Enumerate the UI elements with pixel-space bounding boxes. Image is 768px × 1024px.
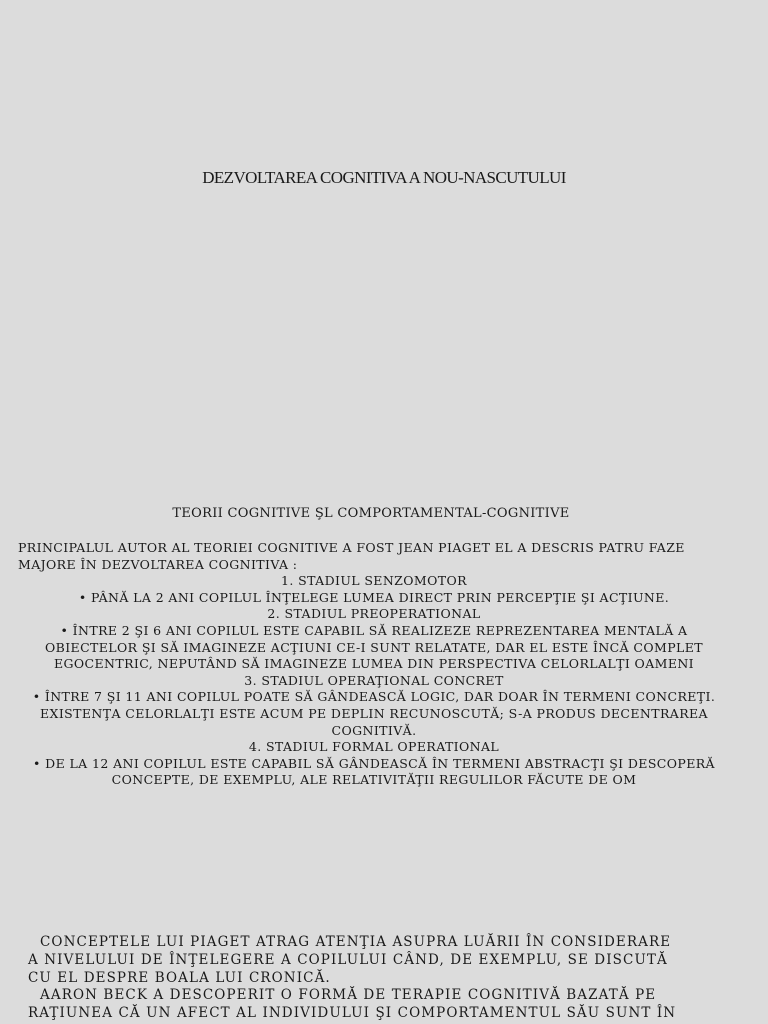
intro-text: PRINCIPALUL AUTOR AL TEORIEI COGNITIVE A FOST JEAN PIAGET EL A DESCRIS PATRU FAZE MAJORE ÎN DEZVOLTAREA COGNITIVA : <box>18 540 685 572</box>
paragraph: CONCEPTELE LUI PIAGET ATRAG ATENŢIA ASUPRA LUĂRII ÎN CONSIDERARE A NIVELULUI DE ÎNŢELEGERE A COPILULUI CÂND, DE EXEMPLU, SE DISCUTĂ CU EL DESPRE BOALA LUI CRONICĂ. <box>28 934 672 986</box>
page-title: DEZVOLTAREA COGNITIVA A NOU-NASCUTULUI <box>202 168 566 187</box>
stage-heading: 2. STADIUL PREOPERATIONAL <box>267 606 481 622</box>
body-paragraphs <box>28 934 678 1023</box>
section-title: TEORII COGNITIVE ŞL COMPORTAMENTAL-COGNITIVE <box>172 506 570 521</box>
stage-heading: 4. STADIUL FORMAL OPERATIONAL <box>248 739 500 755</box>
stage-text: • DE LA 12 ANI COPILUL ESTE CAPABIL SĂ GÂNDEASCĂ ÎN TERMENI ABSTRACŢI ŞI DESCOPERĂ CONCEPTE, DE EXEMPLU, ALE RELATIVITĂŢII REGULILOR FĂCUTE DE OM <box>33 755 715 788</box>
stage-heading: 3. STADIUL OPERAŢIONAL CONCRET <box>244 672 504 688</box>
stage-text: • ÎNTRE 7 ŞI 11 ANI COPILUL POATE SĂ GÂNDEASCĂ LOGIC, DAR DOAR ÎN TERMENI CONCREŢI. EXISTENŢA CELORLALŢI ESTE ACUM PE DEPLIN RECUNOSCUTĂ; S-A PRODUS DECENTRAREA COGNITIVĂ. <box>32 689 716 738</box>
stage-text: • ÎNTRE 2 ŞI 6 ANI COPILUL ESTE CAPABIL SĂ REALIZEZE REPREZENTAREA MENTALĂ A OBIECTELOR ŞI SĂ IMAGINEZE ACŢIUNI CE-I SUNT RELATATE, DAR EL ESTE ÎNCĂ COMPLET EGOCENTRIC, NEPUTÂND SĂ IMAGINEZE LUMEA DIN PERSPECTIVA CELORLALŢI OAMENI <box>44 622 704 672</box>
paragraph: AARON BECK A DESCOPERIT O FORMĂ DE TERAPIE COGNITIVĂ BAZATĂ PE RAŢIUNEA CĂ UN AFECT AL INDIVIDULUI ŞI COMPORTAMENTUL SĂU SUNT ÎN <box>28 987 677 1022</box>
stage-text: • PÂNĂ LA 2 ANI COPILUL ÎNŢELEGE LUMEA DIRECT PRIN PERCEPŢIE ŞI ACŢIUNE. <box>78 589 670 605</box>
piaget-stages-block <box>18 540 730 789</box>
stage-heading: 1. STADIUL SENZOMOTOR <box>281 573 467 589</box>
